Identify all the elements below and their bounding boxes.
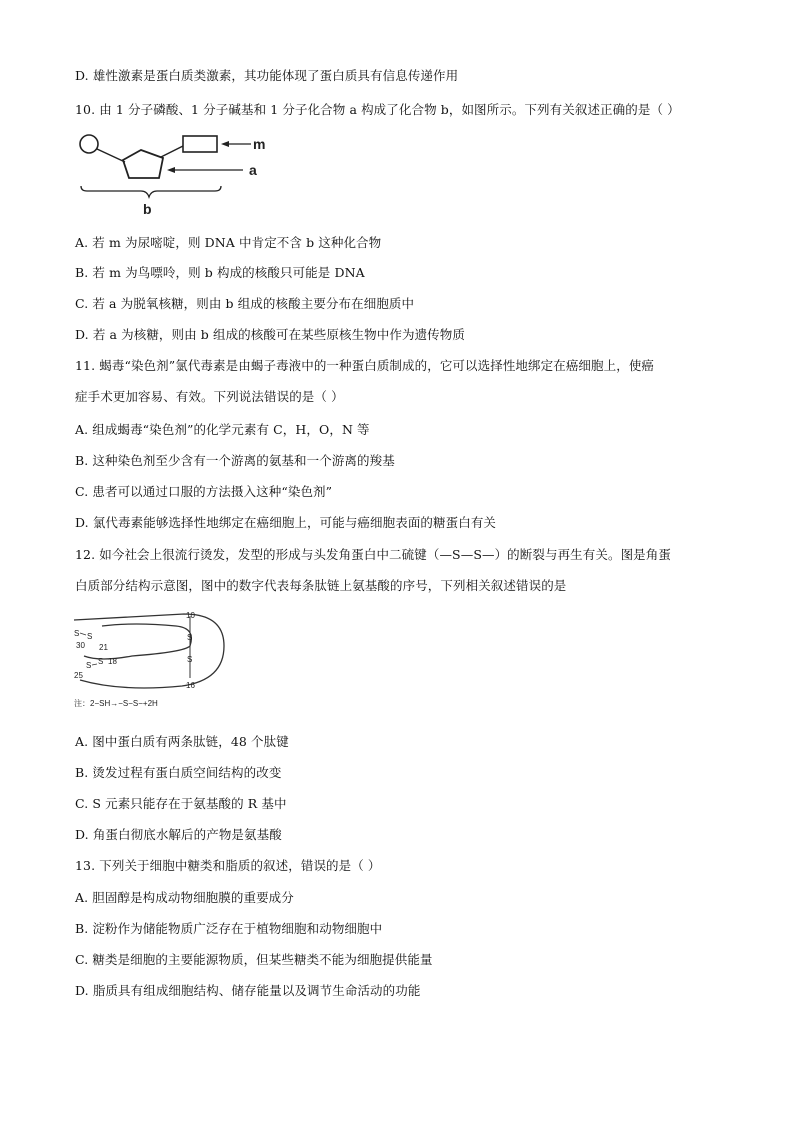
s-left-2: S bbox=[87, 632, 93, 641]
q11-stem-line2: 症手术更加容易、有效。下列说法错误的是（ ） bbox=[75, 389, 344, 404]
q10-option-c: C. 若 a 为脱氧核糖，则由 b 组成的核酸主要分布在细胞质中 bbox=[75, 296, 415, 311]
base-bond bbox=[161, 146, 183, 157]
q10-option-b: B. 若 m 为鸟嘌呤，则 b 构成的核酸只可能是 DNA bbox=[75, 265, 365, 280]
s-left-1: S bbox=[74, 629, 80, 638]
s-top: S bbox=[187, 633, 193, 642]
num-25: 25 bbox=[74, 671, 83, 680]
num-21: 21 bbox=[99, 643, 108, 652]
q11-option-c: C. 患者可以通过口服的方法摄入这种“染色剂” bbox=[75, 484, 333, 499]
q11-option-b: B. 这种染色剂至少含有一个游离的氨基和一个游离的羧基 bbox=[75, 453, 395, 468]
diagram-note: 注：2−SH→−S−S−+2H bbox=[74, 699, 158, 708]
q13-option-c: C. 糖类是细胞的主要能源物质，但某些糖类不能为细胞提供能量 bbox=[75, 952, 433, 967]
base-rectangle bbox=[183, 136, 217, 152]
label-a: a bbox=[249, 162, 257, 178]
num-10: 10 bbox=[186, 611, 195, 620]
q12-stem-line2: 白质部分结构示意图，图中的数字代表每条肽链上氨基酸的序号，下列相关叙述错误的是 bbox=[75, 578, 567, 593]
s-bottom: S bbox=[187, 655, 193, 664]
q13-option-a: A. 胆固醇是构成动物细胞膜的重要成分 bbox=[75, 890, 294, 905]
label-b: b bbox=[143, 201, 152, 217]
q9-option-d: D. 雄性激素是蛋白质类激素，其功能体现了蛋白质具有信息传递作用 bbox=[75, 68, 459, 83]
q10-option-d: D. 若 a 为核糖，则由 b 组成的核酸可在某些原核生物中作为遗传物质 bbox=[75, 327, 465, 342]
q13-option-d: D. 脂质具有组成细胞结构、储存能量以及调节生命活动的功能 bbox=[75, 983, 421, 998]
s-low-1: S bbox=[86, 661, 92, 670]
phosphate-circle bbox=[80, 135, 98, 153]
q13-option-b: B. 淀粉作为储能物质广泛存在于植物细胞和动物细胞中 bbox=[75, 921, 383, 936]
q10-option-a: A. 若 m 为尿嘧啶，则 DNA 中肯定不含 b 这种化合物 bbox=[75, 235, 382, 250]
arrow-m-head bbox=[221, 141, 229, 147]
label-m: m bbox=[253, 136, 266, 152]
q10-stem: 10. 由 1 分子磷酸、1 分子碱基和 1 分子化合物 a 构成了化合物 b，如图所示。下列有关叙述正确的是（ ） bbox=[75, 102, 680, 117]
q12-stem-line1: 12. 如今社会上很流行烫发，发型的形成与头发角蛋白中二硫键（—S—S—）的断裂与再生有关。图是角蛋 bbox=[75, 547, 671, 562]
outer-peptide-chain bbox=[74, 614, 224, 688]
q11-option-a: A. 组成蝎毒“染色剂”的化学元素有 C，H，O，N 等 bbox=[75, 422, 370, 437]
phosphate-bond bbox=[97, 149, 125, 162]
num-18: 18 bbox=[108, 657, 117, 666]
inner-peptide-chain bbox=[84, 624, 191, 659]
arrow-a-head bbox=[167, 167, 175, 173]
s-low-2: S bbox=[98, 657, 104, 666]
q13-stem: 13. 下列关于细胞中糖类和脂质的叙述，错误的是（ ） bbox=[75, 858, 381, 873]
pentose-ring bbox=[123, 150, 163, 178]
q12-option-d: D. 角蛋白彻底水解后的产物是氨基酸 bbox=[75, 827, 282, 842]
q12-option-b: B. 烫发过程有蛋白质空间结构的改变 bbox=[75, 765, 282, 780]
q12-option-a: A. 图中蛋白质有两条肽链，48 个肽键 bbox=[75, 734, 289, 749]
q11-stem-line1: 11. 蝎毒“染色剂”氯代毒素是由蝎子毒液中的一种蛋白质制成的，它可以选择性地绑定在癌细胞上，使癌 bbox=[75, 358, 655, 373]
num-30: 30 bbox=[76, 641, 85, 650]
num-16: 16 bbox=[186, 681, 195, 690]
q11-option-d: D. 氯代毒素能够选择性地绑定在癌细胞上，可能与癌细胞表面的糖蛋白有关 bbox=[75, 515, 497, 530]
brace-b bbox=[81, 186, 221, 197]
q12-option-c: C. S 元素只能存在于氨基酸的 R 基中 bbox=[75, 796, 287, 811]
nucleotide-diagram bbox=[75, 128, 275, 220]
keratin-structure-diagram bbox=[72, 606, 252, 714]
